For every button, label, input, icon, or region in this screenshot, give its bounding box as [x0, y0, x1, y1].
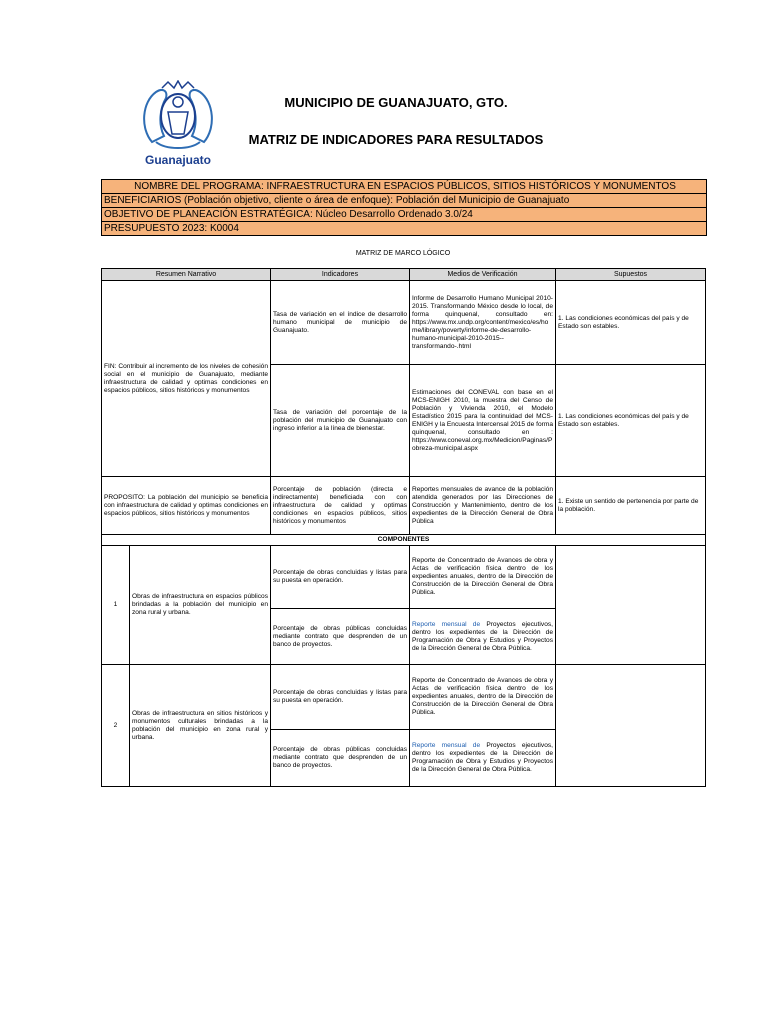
- header-medios: Medios de Verificación: [410, 269, 556, 281]
- table-row: [102, 546, 706, 609]
- header-resumen: Resumen Narrativo: [102, 269, 271, 281]
- table-row: [102, 665, 706, 730]
- page-subtitle: MATRIZ DE INDICADORES PARA RESULTADOS: [248, 132, 544, 147]
- component-resumen: Obras de infraestructura en espacios públicos brindadas a la población del municipio en zona rural y urbana.: [130, 546, 271, 665]
- component-number: 1: [102, 546, 130, 665]
- guanajuato-logo: [122, 80, 234, 172]
- table-row: [102, 477, 706, 535]
- medios-text: Reporte de Concentrado de Avances de obra y Actas de verificación física dentro de los expedientes anuales, dentro de la Dirección de Construcción de la Dirección General de Obra Pública.: [412, 557, 553, 596]
- component-resumen: Obras de infraestructura en sitios históricos y monumentos culturales brindadas a la población del municipio en zona rural y urbana.: [130, 665, 271, 787]
- medios-text: Reporte de Concentrado de Avances de obra y Actas de verificación física dentro de los expedientes anuales, dentro de la Dirección de Construcción de la Dirección General de Obra Pública.: [412, 677, 553, 716]
- logical-framework-table: [101, 268, 706, 787]
- proposito-medios: Reportes mensuales de avance de la población atendida generados por las Direcciones de Construcción y Mantenimiento, dentro de los expedientes de la Dirección General de Obra Pública: [410, 477, 556, 535]
- fin-medios-2: Estimaciones del CONEVAL con base en el MCS-ENIGH 2010, la muestra del Censo de Población y Vivienda 2010, el Modelo Estadístico 2015 para la continuidad del MCS-ENIGH y la Encuesta Intercensal 2015 de forma quinquenal, consultado en : https://www.coneval.org.mx/Medicion/Paginas/Pobreza-municipal.aspx: [410, 365, 556, 477]
- program-info-box: [101, 179, 707, 236]
- component-indicador: Porcentaje de obras públicas concluidas mediante contrato que desprenden de un banco de proyectos.: [271, 609, 410, 665]
- component-indicador: Porcentaje de obras concluidas y listas para su puesta en operación.: [271, 665, 410, 730]
- logo-emblem-icon: [122, 80, 234, 172]
- component-supuestos: [556, 665, 706, 787]
- program-name: NOMBRE DEL PROGRAMA: INFRAESTRUCTURA EN ESPACIOS PÚBLICOS, SITIOS HISTÓRICOS Y MONUMENTOS: [102, 180, 706, 194]
- component-supuestos: [556, 546, 706, 665]
- fin-medios-1: Informe de Desarrollo Humano Municipal 2010-2015. Transformando México desde lo local, de forma quinquenal, consultado en: https://www.mx.undp.org/content/mexico/es/home/library/poverty/informe-de-desarrollo-humano-municipal-2010-2015--transformando-.html: [410, 281, 556, 365]
- componentes-header-row: [102, 535, 706, 546]
- component-medios: [410, 730, 556, 787]
- medios-lead: Reporte mensual de: [412, 742, 481, 749]
- medios-text: Proyectos ejecutivos, dentro los expedientes de la Dirección de Programación de Obra y Estudios y Proyectos de la Dirección General de Obra Pública.: [412, 620, 553, 652]
- proposito-resumen: PROPOSITO: La población del municipio se beneficia con infraestructura de calidad y optimas condiciones en espacios públicos, sitios históricos y monumentos: [102, 477, 271, 535]
- logo-text: Guanajuato: [144, 153, 212, 167]
- proposito-supuestos: 1. Existe un sentido de pertenencia por parte de la población.: [556, 477, 706, 535]
- program-objective: OBJETIVO DE PLANEACIÓN ESTRATÉGICA: Núcleo Desarrollo Ordenado 3.0/24: [102, 208, 706, 222]
- component-medios: [410, 609, 556, 665]
- fin-indicador-2: Tasa de variación del porcentaje de la población del municipio de Guanajuato con ingreso inferior a la línea de bienestar.: [271, 365, 410, 477]
- header-supuestos: Supuestos: [556, 269, 706, 281]
- medios-text: Proyectos ejecutivos, dentro los expedientes de la Dirección de Programación de Obra y Estudios y Proyectos de la Dirección General de Obra Pública.: [412, 742, 553, 773]
- header-indicadores: Indicadores: [271, 269, 410, 281]
- matrix-title: MATRIZ DE MARCO LÓGICO: [355, 250, 451, 257]
- component-indicador: Porcentaje de obras concluidas y listas para su puesta en operación.: [271, 546, 410, 609]
- fin-indicador-1: Tasa de variación en el índice de desarrollo humano municipal de municipio de Guanajuato.: [271, 281, 410, 365]
- proposito-indicador: Porcentaje de población (directa e indirectamente) beneficiada con con infraestructura de calidad y optimas condiciones en espacios públicos, sitios históricos y monumentos: [271, 477, 410, 535]
- component-indicador: Porcentaje de obras públicas concluidas mediante contrato que desprenden de un banco de proyectos.: [271, 730, 410, 787]
- table-header-row: [102, 269, 706, 281]
- componentes-label: COMPONENTES: [102, 535, 706, 546]
- program-beneficiaries: BENEFICIARIOS (Población objetivo, cliente o área de enfoque): Población del Municipio de Guanajuato: [102, 194, 706, 208]
- component-number: 2: [102, 665, 130, 787]
- medios-lead: Reporte mensual de: [412, 620, 481, 628]
- fin-supuestos-2: 1. Las condiciones económicas del país y de Estado son estables.: [556, 365, 706, 477]
- fin-resumen: FIN: Contribuir al incremento de los niveles de cohesión social en el municipio de Guanajuato, mediante infraestructura de calidad y optimas condiciones en espacios públicos, sitios históricos y monumentos: [102, 281, 271, 477]
- program-budget: PRESUPUESTO 2023: K0004: [102, 222, 706, 235]
- table-row: [102, 281, 706, 365]
- component-medios: [410, 665, 556, 730]
- fin-supuestos-1: 1. Las condiciones económicas del país y de Estado son estables.: [556, 281, 706, 365]
- page-title: MUNICIPIO DE GUANAJUATO, GTO.: [284, 95, 508, 110]
- component-medios: [410, 546, 556, 609]
